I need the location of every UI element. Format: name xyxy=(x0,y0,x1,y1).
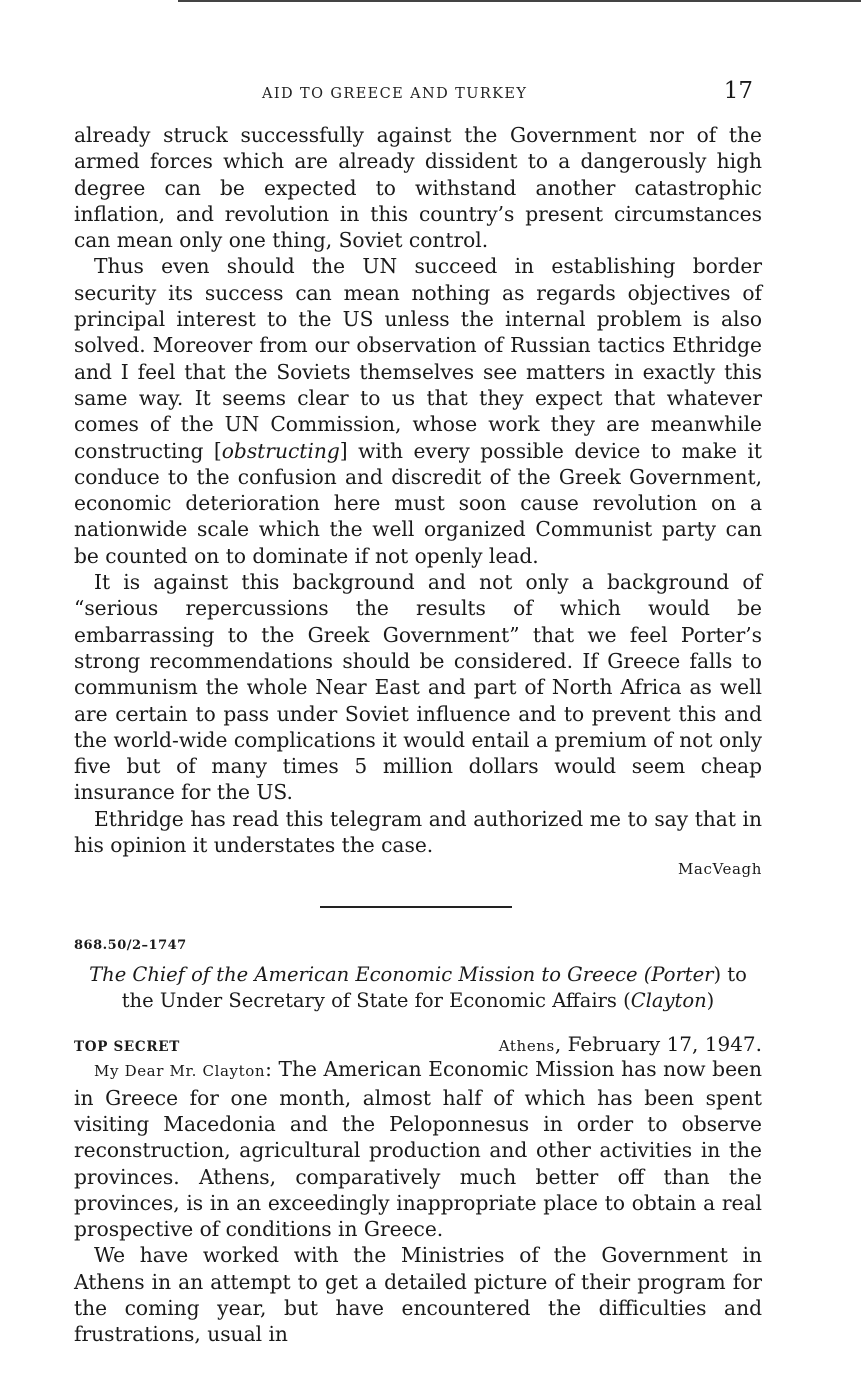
top-rule xyxy=(178,0,861,2)
paragraph-text: Thus even should the UN succeed in establishing border security its success can mean nothing as regards objectives of principal interest to the US unless the internal problem is also solved. Moreover from our observation of Russian tactics Ethridge and I feel that the Soviets themselves see matters in exactly this same way. It seems clear to us that they expect that whatever comes of the UN Commission, whose work they are meanwhile constructing [ xyxy=(74,254,762,463)
classification-label: TOP SECRET xyxy=(74,1039,180,1056)
paragraph-text: ] with every possible device to make it conduce to the confusion and discredit of the Greek Government, economic deterioration here must soon cause revolution on a nationwide scale which the well organized Communist party can be counted on to dominate if not openly lead. xyxy=(74,438,762,568)
heading-name-clayton: Clayton xyxy=(630,989,707,1013)
paragraph-ethridge: Ethridge has read this telegram and authorized me to say that in his opinion it understates the case. xyxy=(74,806,762,858)
letter-opening-paragraph xyxy=(74,1056,762,1242)
paragraph-continuation: already struck successfully against the Government nor of the armed forces which are already dissident to a dangerously high degree can be expected to withstand another catastrophic inflation, and revolution in this country’s present circumstances can mean only one thing, Soviet control. xyxy=(74,123,762,253)
place-date xyxy=(499,1032,762,1056)
date: , February 17, 1947. xyxy=(554,1032,762,1057)
salutation-separator: : xyxy=(265,1057,272,1082)
file-reference: 868.50/2–1747 xyxy=(74,938,187,954)
signature-macveagh: MacVeagh xyxy=(677,860,762,879)
letter-meta xyxy=(74,1032,762,1056)
page-body xyxy=(74,122,762,1348)
heading-text: ) xyxy=(706,989,715,1013)
paragraph-background: It is against this background and not only a background of “serious repercussions the results of which would be embarrassing to the Greek Government” that we feel Porter’s strong recommendations should be considered. If Greece falls to communism the whole Near East and part of North Africa as well are certain to pass under Soviet influence and to prevent this and the world-wide complications it would entail a premium of not only five but of many times 5 million dollars would seem cheap insurance for the US. xyxy=(74,570,762,805)
heading-text: ) to the Under Secretary of State for Economic Affairs ( xyxy=(121,963,747,1013)
section-divider xyxy=(320,906,512,908)
page-number: 17 xyxy=(723,78,753,104)
heading-name-porter: Porter xyxy=(651,963,714,987)
running-head: AID TO GREECE AND TURKEY xyxy=(262,86,528,102)
place: Athens xyxy=(498,1037,555,1056)
document-heading xyxy=(74,962,762,1014)
paragraph-un-border-security xyxy=(74,253,762,569)
salutation: My Dear Mr. Clayton xyxy=(94,1062,266,1081)
editorial-correction: obstructing xyxy=(221,438,340,463)
heading-text: The Chief of the American Economic Mission to Greece ( xyxy=(89,963,652,987)
letter-paragraph-ministries: We have worked with the Ministries of the Government in Athens in an attempt to get a detailed picture of their program for the coming year, but have encountered the difficulties and frustrations, usual in xyxy=(74,1243,762,1347)
paragraph-text: The American Economic Mission has now been in Greece for one month, almost half of which has been spent visiting Macedonia and the Peloponnesus in order to observe reconstruction, agricultural production and other activities in the provinces. Athens, comparatively much better off than the provinces, is in an exceedingly inappropriate place to obtain a real prospective of conditions in Greece. xyxy=(74,1057,762,1242)
